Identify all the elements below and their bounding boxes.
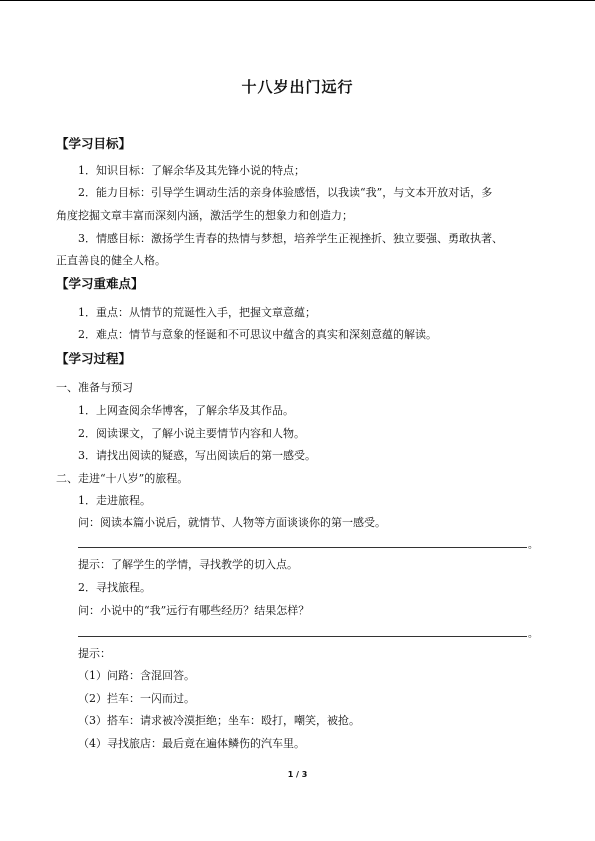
header-rule <box>0 0 595 1</box>
answer-blank-line <box>78 547 527 548</box>
part2-title: 二、走进“十八岁”的旅程。 <box>56 472 189 485</box>
hint-item: （4）寻找旅店：最后竟在遍体鳞伤的汽车里。 <box>78 737 305 750</box>
goal-ability-line1: 2．能力目标：引导学生调动生活的亲身体验感悟，以我读“我”，与文本开放对话，多 <box>78 186 493 199</box>
part1-item: 2．阅读课文，了解小说主要情节内容和人物。 <box>78 427 305 440</box>
part2-step1-title: 1．走进旅程。 <box>78 494 151 507</box>
section-heading-process: 【学习过程】 <box>56 351 132 366</box>
hint-item: （1）问路：含混回答。 <box>78 669 195 682</box>
hint-item: （2）拦车：一闪而过。 <box>78 692 195 705</box>
part1-item: 1．上网查阅余华博客，了解余华及其作品。 <box>78 404 294 417</box>
document-title: 十八岁出门远行 <box>241 78 354 96</box>
section-heading-goals: 【学习目标】 <box>56 136 132 151</box>
goal-knowledge: 1．知识目标：了解余华及其先锋小说的特点； <box>78 164 305 177</box>
difficult-point: 2．难点：情节与意象的怪诞和不可思议中蕴含的真实和深刻意蕴的解读。 <box>78 328 437 341</box>
part1-title: 一、准备与预习 <box>56 381 133 394</box>
goal-emotion-line2: 正直善良的健全人格。 <box>56 254 166 267</box>
part2-step1-question: 问：阅读本篇小说后，就情节、人物等方面谈谈你的第一感受。 <box>78 516 386 529</box>
answer-blank-line <box>78 636 527 637</box>
part2-step1-hint: 提示：了解学生的学情，寻找教学的切入点。 <box>78 558 298 571</box>
part2-step2-hint: 提示： <box>78 647 111 660</box>
answer-end-mark: 。 <box>528 629 538 640</box>
hint-item: （3）搭车：请求被冷漠拒绝；坐车：殴打，嘲笑，被抢。 <box>78 714 360 727</box>
key-point: 1．重点：从情节的荒诞性入手，把握文章意蕴； <box>78 306 316 319</box>
part2-step2-title: 2．寻找旅程。 <box>78 581 151 594</box>
page-number: 1 / 3 <box>287 770 308 779</box>
goal-ability-line2: 角度挖掘文章丰富而深刻内涵，激活学生的想象力和创造力； <box>56 209 353 222</box>
answer-end-mark: 。 <box>528 540 538 551</box>
section-heading-key-points: 【学习重难点】 <box>56 276 144 291</box>
goal-emotion-line1: 3．情感目标：激扬学生青春的热情与梦想，培养学生正视挫折、独立要强、勇敢执著、 <box>78 232 503 245</box>
part1-item: 3．请找出阅读的疑惑，写出阅读后的第一感受。 <box>78 449 316 462</box>
part2-step2-question: 问：小说中的“我”远行有哪些经历？结果怎样？ <box>78 604 310 617</box>
